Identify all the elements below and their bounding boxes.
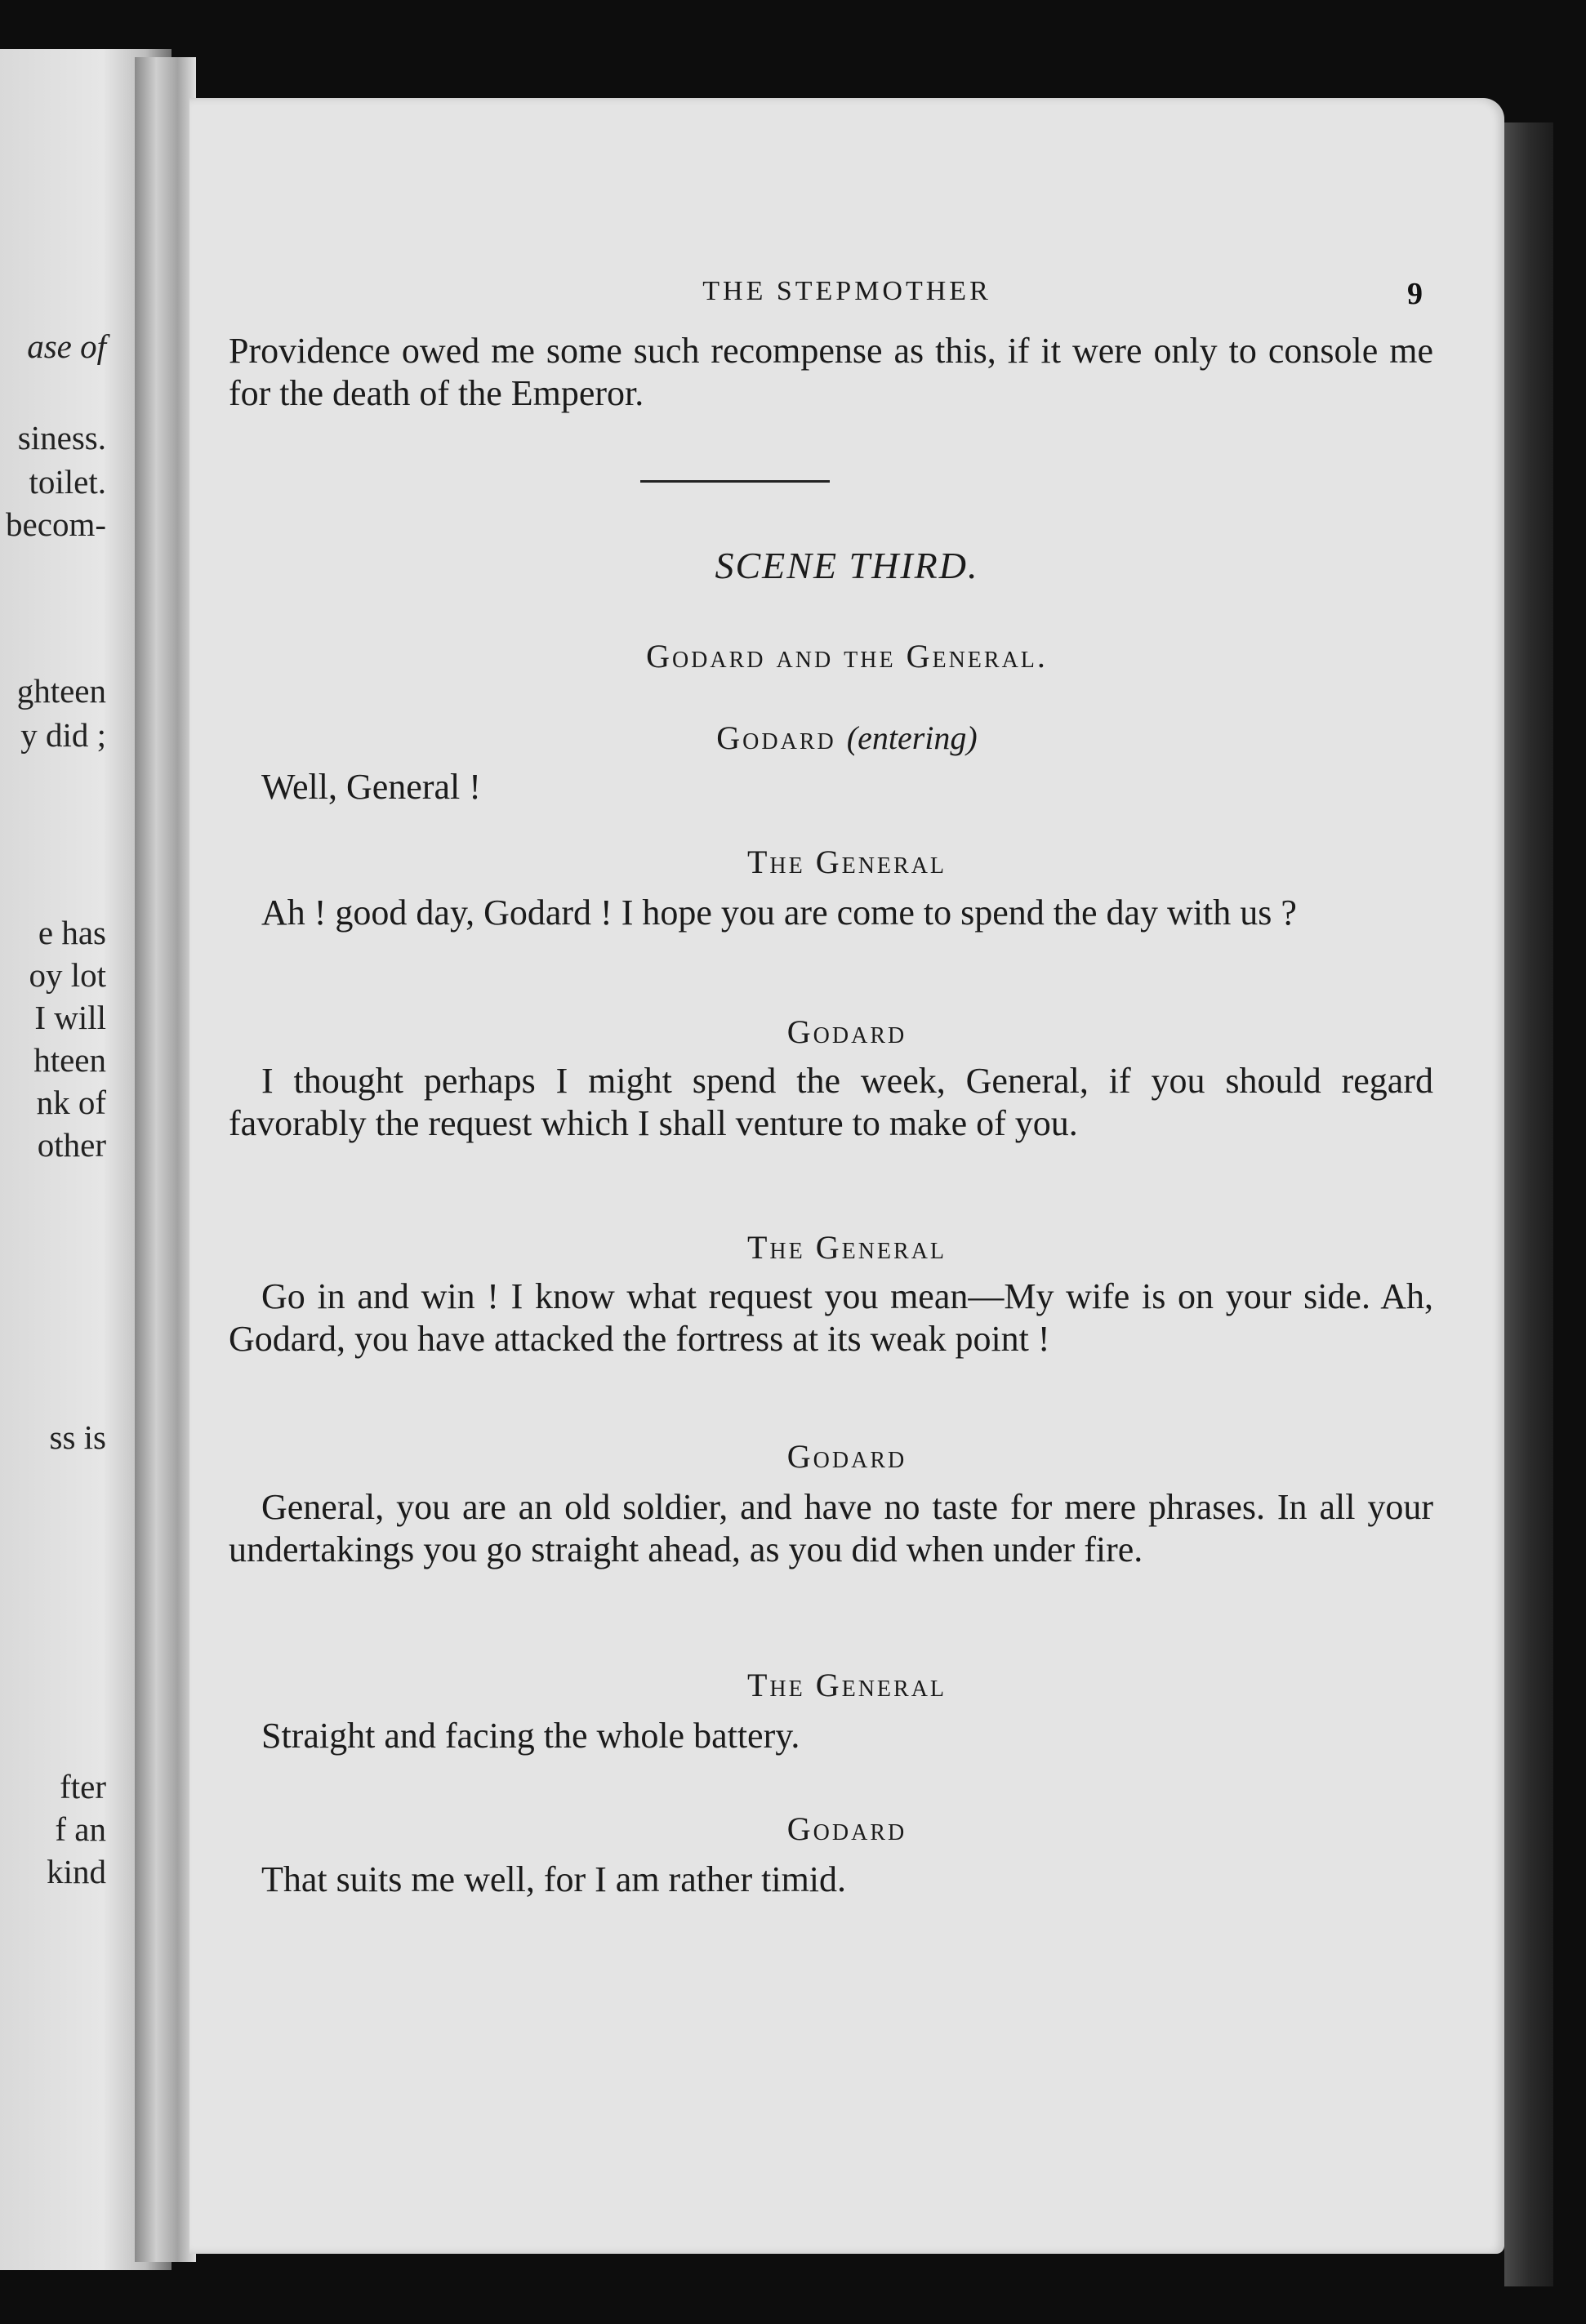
left-page-text: nk of xyxy=(36,1084,106,1121)
speaker-name: The General xyxy=(746,844,947,880)
speaker-label: Godard xyxy=(716,719,836,756)
speaker-name: Godard xyxy=(786,1013,907,1050)
page-number: 9 xyxy=(1407,277,1423,311)
left-page-text: e has xyxy=(38,914,106,951)
dialogue-line: Well, General ! xyxy=(261,767,481,807)
left-page-text: ss is xyxy=(49,1418,106,1456)
left-page-text: kind xyxy=(47,1853,106,1890)
left-page-text: f an xyxy=(55,1810,106,1848)
opening-paragraph: Providence owed me some such recompense as this, if it were only to console me for the death of the Emperor. xyxy=(229,331,1433,413)
book-cover-edge xyxy=(1504,122,1553,2286)
speaker-name: The General xyxy=(746,1229,947,1266)
left-page-text: I will xyxy=(34,999,106,1036)
speaker-name: Godard xyxy=(786,1438,907,1475)
running-head: THE STEPMOTHER xyxy=(702,276,991,306)
book-page xyxy=(189,98,1504,2254)
left-page-text: ghteen xyxy=(16,672,106,710)
scene-characters: Godard and the General. xyxy=(646,638,1048,674)
book-gutter xyxy=(135,57,196,2262)
stage-direction: (entering) xyxy=(846,719,978,756)
left-page-text: becom- xyxy=(6,505,106,543)
left-page-text: ase of xyxy=(27,327,106,365)
left-page-text: siness. xyxy=(17,419,106,456)
dialogue-line: Go in and win ! I know what request you mean—My wife is on your side. Ah, Godard, you have attacked the fortress at its weak point ! xyxy=(229,1276,1433,1359)
section-divider xyxy=(640,480,830,483)
left-page-text: hteen xyxy=(33,1041,106,1079)
left-page-text: oy lot xyxy=(29,956,106,994)
speaker-name: Godard xyxy=(786,1810,907,1847)
left-page-text: y did ; xyxy=(20,716,106,754)
left-page-text: toilet. xyxy=(29,463,106,501)
left-page-text: other xyxy=(37,1126,106,1164)
dialogue-line: Straight and facing the whole battery. xyxy=(261,1716,800,1756)
dialogue-line: General, you are an old soldier, and have no taste for mere phrases. In all your undertakings you go straight ahead, as you did when under fire. xyxy=(229,1487,1433,1569)
dialogue-line: That suits me well, for I am rather timid. xyxy=(261,1859,847,1899)
dialogue-line: Ah ! good day, Godard ! I hope you are come to spend the day with us ? xyxy=(261,893,1297,933)
left-page-text: fter xyxy=(60,1768,106,1805)
dialogue-line: I thought perhaps I might spend the week, General, if you should regard favorably the request which I shall venture to make of you. xyxy=(229,1061,1433,1143)
speaker-name: The General xyxy=(746,1667,947,1703)
scene-title: SCENE THIRD. xyxy=(715,545,979,586)
speaker-name xyxy=(189,719,1504,757)
